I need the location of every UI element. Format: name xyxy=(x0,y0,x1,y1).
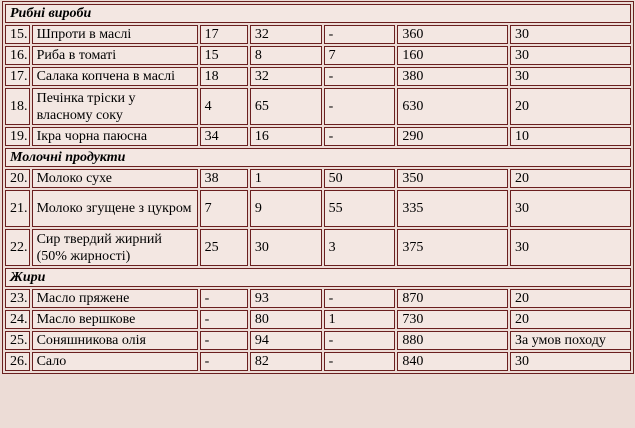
carbohydrate-cell: - xyxy=(324,25,396,44)
table-row xyxy=(5,25,631,44)
fat-cell: 8 xyxy=(250,46,322,65)
section-title: Жири xyxy=(5,268,631,287)
fat-cell: 65 xyxy=(250,88,322,125)
row-number-cell: 23. xyxy=(5,289,30,308)
row-number-cell: 26. xyxy=(5,352,30,371)
carbohydrate-cell: - xyxy=(324,88,396,125)
fat-cell: 93 xyxy=(250,289,322,308)
row-number-cell: 21. xyxy=(5,190,30,227)
product-name-cell: Молоко сухе xyxy=(32,169,198,188)
product-name-cell: Сало xyxy=(32,352,198,371)
food-table-container xyxy=(2,1,634,374)
fat-cell: 94 xyxy=(250,331,322,350)
protein-cell: - xyxy=(200,352,248,371)
fat-cell: 32 xyxy=(250,25,322,44)
calories-cell: 880 xyxy=(397,331,508,350)
product-name-cell: Масло вершкове xyxy=(32,310,198,329)
daily-norm-cell: 20 xyxy=(510,289,631,308)
row-number-cell: 19. xyxy=(5,127,30,146)
calories-cell: 870 xyxy=(397,289,508,308)
product-name-cell: Риба в томаті xyxy=(32,46,198,65)
product-name-cell: Сир твердий жирний (50% жирності) xyxy=(32,229,198,266)
table-row xyxy=(5,169,631,188)
product-name-cell: Ікра чорна паюсна xyxy=(32,127,198,146)
carbohydrate-cell: 3 xyxy=(324,229,396,266)
carbohydrate-cell: 55 xyxy=(324,190,396,227)
calories-cell: 160 xyxy=(397,46,508,65)
product-name-cell: Масло пряжене xyxy=(32,289,198,308)
protein-cell: - xyxy=(200,310,248,329)
table-row xyxy=(5,331,631,350)
daily-norm-cell: 10 xyxy=(510,127,631,146)
calories-cell: 360 xyxy=(397,25,508,44)
section-title: Рибні вироби xyxy=(5,4,631,23)
calories-cell: 335 xyxy=(397,190,508,227)
row-number-cell: 18. xyxy=(5,88,30,125)
table-row xyxy=(5,352,631,371)
section-header-row xyxy=(5,4,631,23)
fat-cell: 32 xyxy=(250,67,322,86)
table-row xyxy=(5,310,631,329)
carbohydrate-cell: - xyxy=(324,127,396,146)
daily-norm-cell: 30 xyxy=(510,25,631,44)
product-name-cell: Молоко згущене з цукром xyxy=(32,190,198,227)
protein-cell: 7 xyxy=(200,190,248,227)
table-row xyxy=(5,127,631,146)
calories-cell: 350 xyxy=(397,169,508,188)
row-number-cell: 20. xyxy=(5,169,30,188)
table-row xyxy=(5,67,631,86)
daily-norm-cell: 30 xyxy=(510,229,631,266)
calories-cell: 730 xyxy=(397,310,508,329)
fat-cell: 1 xyxy=(250,169,322,188)
table-body xyxy=(5,4,631,371)
protein-cell: 34 xyxy=(200,127,248,146)
fat-cell: 9 xyxy=(250,190,322,227)
calories-cell: 375 xyxy=(397,229,508,266)
protein-cell: 4 xyxy=(200,88,248,125)
carbohydrate-cell: - xyxy=(324,331,396,350)
product-name-cell: Шпроти в маслі xyxy=(32,25,198,44)
row-number-cell: 22. xyxy=(5,229,30,266)
fat-cell: 80 xyxy=(250,310,322,329)
calories-cell: 630 xyxy=(397,88,508,125)
section-title: Молочні продукти xyxy=(5,148,631,167)
section-header-row xyxy=(5,268,631,287)
carbohydrate-cell: - xyxy=(324,289,396,308)
protein-cell: 18 xyxy=(200,67,248,86)
calories-cell: 840 xyxy=(397,352,508,371)
daily-norm-cell: 20 xyxy=(510,310,631,329)
daily-norm-cell: 20 xyxy=(510,88,631,125)
protein-cell: - xyxy=(200,331,248,350)
row-number-cell: 15. xyxy=(5,25,30,44)
row-number-cell: 16. xyxy=(5,46,30,65)
protein-cell: 15 xyxy=(200,46,248,65)
row-number-cell: 25. xyxy=(5,331,30,350)
daily-norm-cell: 30 xyxy=(510,67,631,86)
protein-cell: 38 xyxy=(200,169,248,188)
table-row xyxy=(5,46,631,65)
food-nutrition-table xyxy=(2,1,634,374)
table-row xyxy=(5,190,631,227)
section-header-row xyxy=(5,148,631,167)
protein-cell: 25 xyxy=(200,229,248,266)
daily-norm-cell: 20 xyxy=(510,169,631,188)
table-row xyxy=(5,88,631,125)
carbohydrate-cell: 50 xyxy=(324,169,396,188)
calories-cell: 380 xyxy=(397,67,508,86)
carbohydrate-cell: 7 xyxy=(324,46,396,65)
carbohydrate-cell: - xyxy=(324,67,396,86)
carbohydrate-cell: 1 xyxy=(324,310,396,329)
carbohydrate-cell: - xyxy=(324,352,396,371)
row-number-cell: 24. xyxy=(5,310,30,329)
product-name-cell: Соняшникова олія xyxy=(32,331,198,350)
table-row xyxy=(5,289,631,308)
protein-cell: 17 xyxy=(200,25,248,44)
fat-cell: 16 xyxy=(250,127,322,146)
daily-norm-cell: 30 xyxy=(510,190,631,227)
fat-cell: 30 xyxy=(250,229,322,266)
daily-norm-cell: 30 xyxy=(510,352,631,371)
protein-cell: - xyxy=(200,289,248,308)
daily-norm-cell: 30 xyxy=(510,46,631,65)
daily-norm-cell: За умов походу xyxy=(510,331,631,350)
row-number-cell: 17. xyxy=(5,67,30,86)
product-name-cell: Печінка тріски у власному соку xyxy=(32,88,198,125)
product-name-cell: Салака копчена в маслі xyxy=(32,67,198,86)
table-row xyxy=(5,229,631,266)
calories-cell: 290 xyxy=(397,127,508,146)
fat-cell: 82 xyxy=(250,352,322,371)
